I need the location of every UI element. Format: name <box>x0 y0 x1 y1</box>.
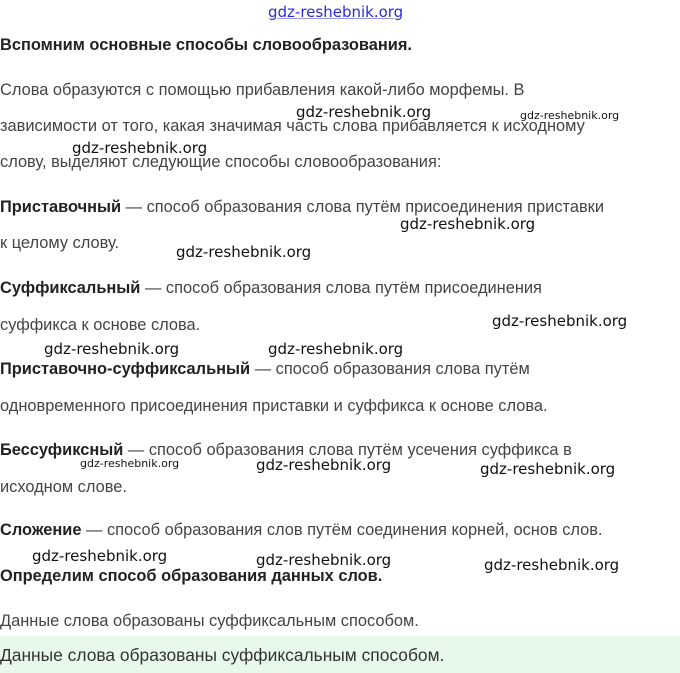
intro-line-3: слову, выделяют следующие способы словообразования: <box>0 153 442 171</box>
method-prefix-continued: к целому слову. <box>0 234 120 252</box>
answer-text: Данные слова образованы суффиксальным способом. <box>0 645 445 665</box>
method-term: Бессуфиксный <box>0 441 124 459</box>
intro-line-2: зависимости от того, какая значимая часть слова прибавляется к исходному <box>0 117 585 135</box>
watermark: gdz-reshebnik.org <box>32 547 168 565</box>
method-definition: — способ образования слова путём присоединения <box>144 279 542 297</box>
watermark: gdz-reshebnik.org <box>44 340 180 358</box>
watermark: gdz-reshebnik.org <box>256 456 392 474</box>
method-term: Приставочный <box>0 198 122 216</box>
method-definition: — способ образования слова путём усечения суффикса в <box>127 441 572 459</box>
method-prefix <box>0 197 604 217</box>
section-heading: Вспомним основные способы словообразования. <box>0 36 412 54</box>
answer-box <box>0 636 680 673</box>
watermark: gdz-reshebnik.org <box>176 243 312 261</box>
watermark: gdz-reshebnik.org <box>492 312 628 330</box>
method-suffix-continued: суффикса к основе слова. <box>0 316 201 334</box>
intro-line-1: Слова образуются с помощью прибавления какой-либо морфемы. В <box>0 81 525 99</box>
watermark: gdz-reshebnik.org <box>268 340 404 358</box>
method-suffix <box>0 278 542 298</box>
watermark: gdz-reshebnik.org <box>80 457 180 470</box>
conclusion-text: Данные слова образованы суффиксальным способом. <box>0 612 419 630</box>
method-nonsuffix-continued: исходном слове. <box>0 478 127 496</box>
watermark-link[interactable]: gdz-reshebnik.org <box>268 3 404 21</box>
watermark: gdz-reshebnik.org <box>484 556 620 574</box>
watermark: gdz-reshebnik.org <box>296 103 432 121</box>
method-term: Сложение <box>0 521 82 539</box>
method-definition: — способ образования слов путём соединения корней, основ слов. <box>86 521 603 539</box>
method-compounding <box>0 520 603 540</box>
watermark: gdz-reshebnik.org <box>480 460 616 478</box>
method-term: Приставочно-суффиксальный <box>0 360 251 378</box>
method-prefix-suffix <box>0 359 530 379</box>
section-heading-2: Определим способ образования данных слов. <box>0 567 383 585</box>
method-definition: — способ образования слова путём присоединения приставки <box>125 198 605 216</box>
watermark: gdz-reshebnik.org <box>520 109 620 122</box>
watermark: gdz-reshebnik.org <box>256 551 392 569</box>
watermark: gdz-reshebnik.org <box>400 215 536 233</box>
watermark: gdz-reshebnik.org <box>72 139 208 157</box>
method-prefix-suffix-continued: одновременного присоединения приставки и суффикса к основе слова. <box>0 397 548 415</box>
method-term: Суффиксальный <box>0 279 141 297</box>
method-definition: — способ образования слова путём <box>254 360 530 378</box>
